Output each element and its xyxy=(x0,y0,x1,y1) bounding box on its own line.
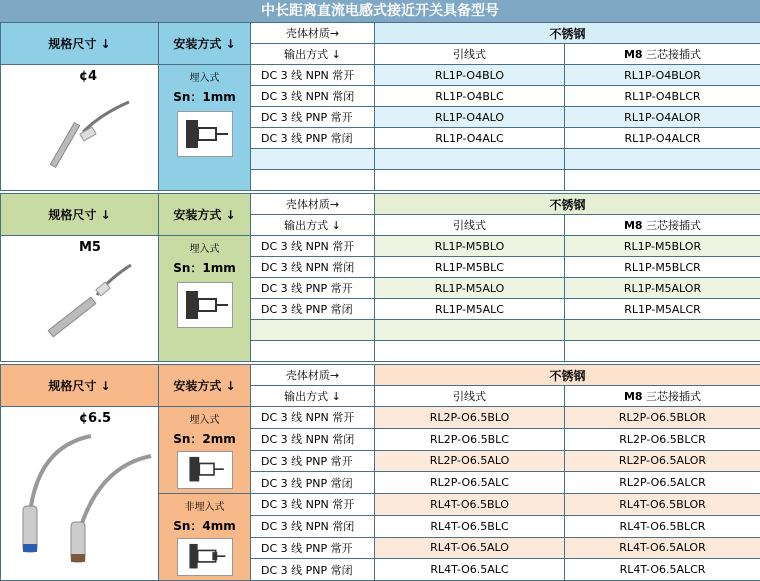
mount-type: 埋入式 xyxy=(159,411,250,426)
spec-size-header: 规格尺寸 ↓ xyxy=(1,365,159,407)
empty-cell xyxy=(375,149,565,170)
mount-cell xyxy=(159,65,251,191)
flush-mount-icon xyxy=(177,282,233,328)
model-m8: RL1P-M5ALCR xyxy=(565,299,760,320)
model-lead: RL2P-O6.5ALC xyxy=(375,472,565,494)
empty-cell xyxy=(251,149,375,170)
output-cell: DC 3 线 PNP 常闭 xyxy=(251,472,375,494)
model-m8: RL2P-O6.5BLCR xyxy=(565,428,760,450)
lead-type-header: 引线式 xyxy=(375,44,565,65)
output-cell: DC 3 线 NPN 常闭 xyxy=(251,515,375,537)
mount-method-header: 安装方式 ↓ xyxy=(159,23,251,65)
model-lead: RL4T-O6.5ALC xyxy=(375,559,565,581)
model-m8: RL1P-M5BLOR xyxy=(565,236,760,257)
model-m8: RL2P-O6.5ALOR xyxy=(565,450,760,472)
m8-type-header: M8 三芯接插式 xyxy=(565,386,760,407)
spec-size-header: 规格尺寸 ↓ xyxy=(1,23,159,65)
model-lead: RL2P-O6.5BLO xyxy=(375,407,565,429)
lead-type-header: 引线式 xyxy=(375,386,565,407)
model-lead: RL1P-O4BLO xyxy=(375,65,565,86)
material-stainless: 不锈钢 xyxy=(375,194,760,215)
model-lead: RL1P-M5BLO xyxy=(375,236,565,257)
model-m8: RL1P-O4BLOR xyxy=(565,65,760,86)
shell-material-label: 壳体材质→ xyxy=(251,194,375,215)
model-lead: RL1P-O4ALC xyxy=(375,128,565,149)
model-lead: RL1P-M5BLC xyxy=(375,257,565,278)
output-cell: DC 3 线 NPN 常开 xyxy=(251,65,375,86)
model-lead: RL4T-O6.5BLC xyxy=(375,515,565,537)
model-lead: RL4T-O6.5BLO xyxy=(375,494,565,516)
section-d4 xyxy=(0,22,760,191)
empty-cell xyxy=(251,320,375,341)
model-lead: RL1P-M5ALO xyxy=(375,278,565,299)
output-method-label: 输出方式 ↓ xyxy=(251,215,375,236)
m8-type-header: M8 三芯接插式 xyxy=(565,215,760,236)
model-m8: RL1P-O4ALOR xyxy=(565,107,760,128)
section-d6-5 xyxy=(0,364,760,581)
model-m8: RL1P-M5ALOR xyxy=(565,278,760,299)
sensing-distance: Sn：2mm xyxy=(159,430,250,447)
empty-cell xyxy=(565,170,760,191)
mount-cell-nonflush xyxy=(159,494,251,581)
lead-type-header: 引线式 xyxy=(375,215,565,236)
sensing-distance: Sn：4mm xyxy=(159,517,250,534)
product-cell xyxy=(1,407,159,581)
spec-size-header: 规格尺寸 ↓ xyxy=(1,194,159,236)
model-lead: RL2P-O6.5BLC xyxy=(375,428,565,450)
nonflush-mount-icon xyxy=(177,538,233,576)
model-m8: RL4T-O6.5ALOR xyxy=(565,537,760,559)
output-cell: DC 3 线 NPN 常开 xyxy=(251,407,375,429)
model-lead: RL1P-O4ALO xyxy=(375,107,565,128)
output-method-label: 输出方式 ↓ xyxy=(251,44,375,65)
model-m8: RL2P-O6.5ALCR xyxy=(565,472,760,494)
product-cell xyxy=(1,65,159,191)
output-cell: DC 3 线 NPN 常闭 xyxy=(251,86,375,107)
sensing-distance: Sn：1mm xyxy=(159,88,250,105)
sensor-d6-5-image xyxy=(1,426,157,566)
sensor-m5-image xyxy=(1,255,157,355)
model-m8: RL1P-O4BLCR xyxy=(565,86,760,107)
section-m5 xyxy=(0,193,760,362)
material-stainless: 不锈钢 xyxy=(375,23,760,44)
mount-method-header: 安装方式 ↓ xyxy=(159,194,251,236)
model-m8: RL4T-O6.5BLCR xyxy=(565,515,760,537)
model-lead: RL2P-O6.5ALO xyxy=(375,450,565,472)
output-cell: DC 3 线 PNP 常开 xyxy=(251,450,375,472)
output-cell: DC 3 线 PNP 常开 xyxy=(251,278,375,299)
m8-type-header: M8 三芯接插式 xyxy=(565,44,760,65)
mount-type: 非埋入式 xyxy=(159,498,250,513)
output-cell: DC 3 线 PNP 常闭 xyxy=(251,299,375,320)
empty-cell xyxy=(251,341,375,362)
model-m8: RL2P-O6.5BLOR xyxy=(565,407,760,429)
output-cell: DC 3 线 NPN 常开 xyxy=(251,236,375,257)
model-m8: RL4T-O6.5BLOR xyxy=(565,494,760,516)
sensing-distance: Sn：1mm xyxy=(159,259,250,276)
empty-cell xyxy=(251,170,375,191)
shell-material-label: 壳体材质→ xyxy=(251,365,375,386)
empty-cell xyxy=(375,341,565,362)
output-cell: DC 3 线 PNP 常开 xyxy=(251,107,375,128)
output-cell: DC 3 线 NPN 常闭 xyxy=(251,428,375,450)
output-cell: DC 3 线 NPN 常开 xyxy=(251,494,375,516)
output-cell: DC 3 线 PNP 常闭 xyxy=(251,559,375,581)
material-stainless: 不锈钢 xyxy=(375,365,760,386)
empty-cell xyxy=(565,341,760,362)
mount-method-header: 安装方式 ↓ xyxy=(159,365,251,407)
model-m8: RL4T-O6.5ALCR xyxy=(565,559,760,581)
flush-mount-icon xyxy=(177,451,233,489)
spec-size: ¢4 xyxy=(1,69,158,84)
model-m8: RL1P-M5BLCR xyxy=(565,257,760,278)
output-cell: DC 3 线 PNP 常开 xyxy=(251,537,375,559)
empty-cell xyxy=(565,320,760,341)
empty-cell xyxy=(375,320,565,341)
spec-size: ¢6.5 xyxy=(1,411,158,426)
output-cell: DC 3 线 PNP 常闭 xyxy=(251,128,375,149)
mount-cell-flush xyxy=(159,407,251,494)
empty-cell xyxy=(375,170,565,191)
flush-mount-icon xyxy=(177,111,233,157)
output-cell: DC 3 线 NPN 常闭 xyxy=(251,257,375,278)
model-lead: RL1P-M5ALC xyxy=(375,299,565,320)
model-lead: RL1P-O4BLC xyxy=(375,86,565,107)
mount-type: 埋入式 xyxy=(159,69,250,84)
mount-cell xyxy=(159,236,251,362)
empty-cell xyxy=(565,149,760,170)
sensor-d4-image xyxy=(1,84,157,184)
model-lead: RL4T-O6.5ALO xyxy=(375,537,565,559)
spec-size: M5 xyxy=(1,240,158,255)
output-method-label: 输出方式 ↓ xyxy=(251,386,375,407)
shell-material-label: 壳体材质→ xyxy=(251,23,375,44)
page-title: 中长距离直流电感式接近开关具备型号 xyxy=(0,0,760,22)
mount-type: 埋入式 xyxy=(159,240,250,255)
product-cell xyxy=(1,236,159,362)
model-m8: RL1P-O4ALCR xyxy=(565,128,760,149)
